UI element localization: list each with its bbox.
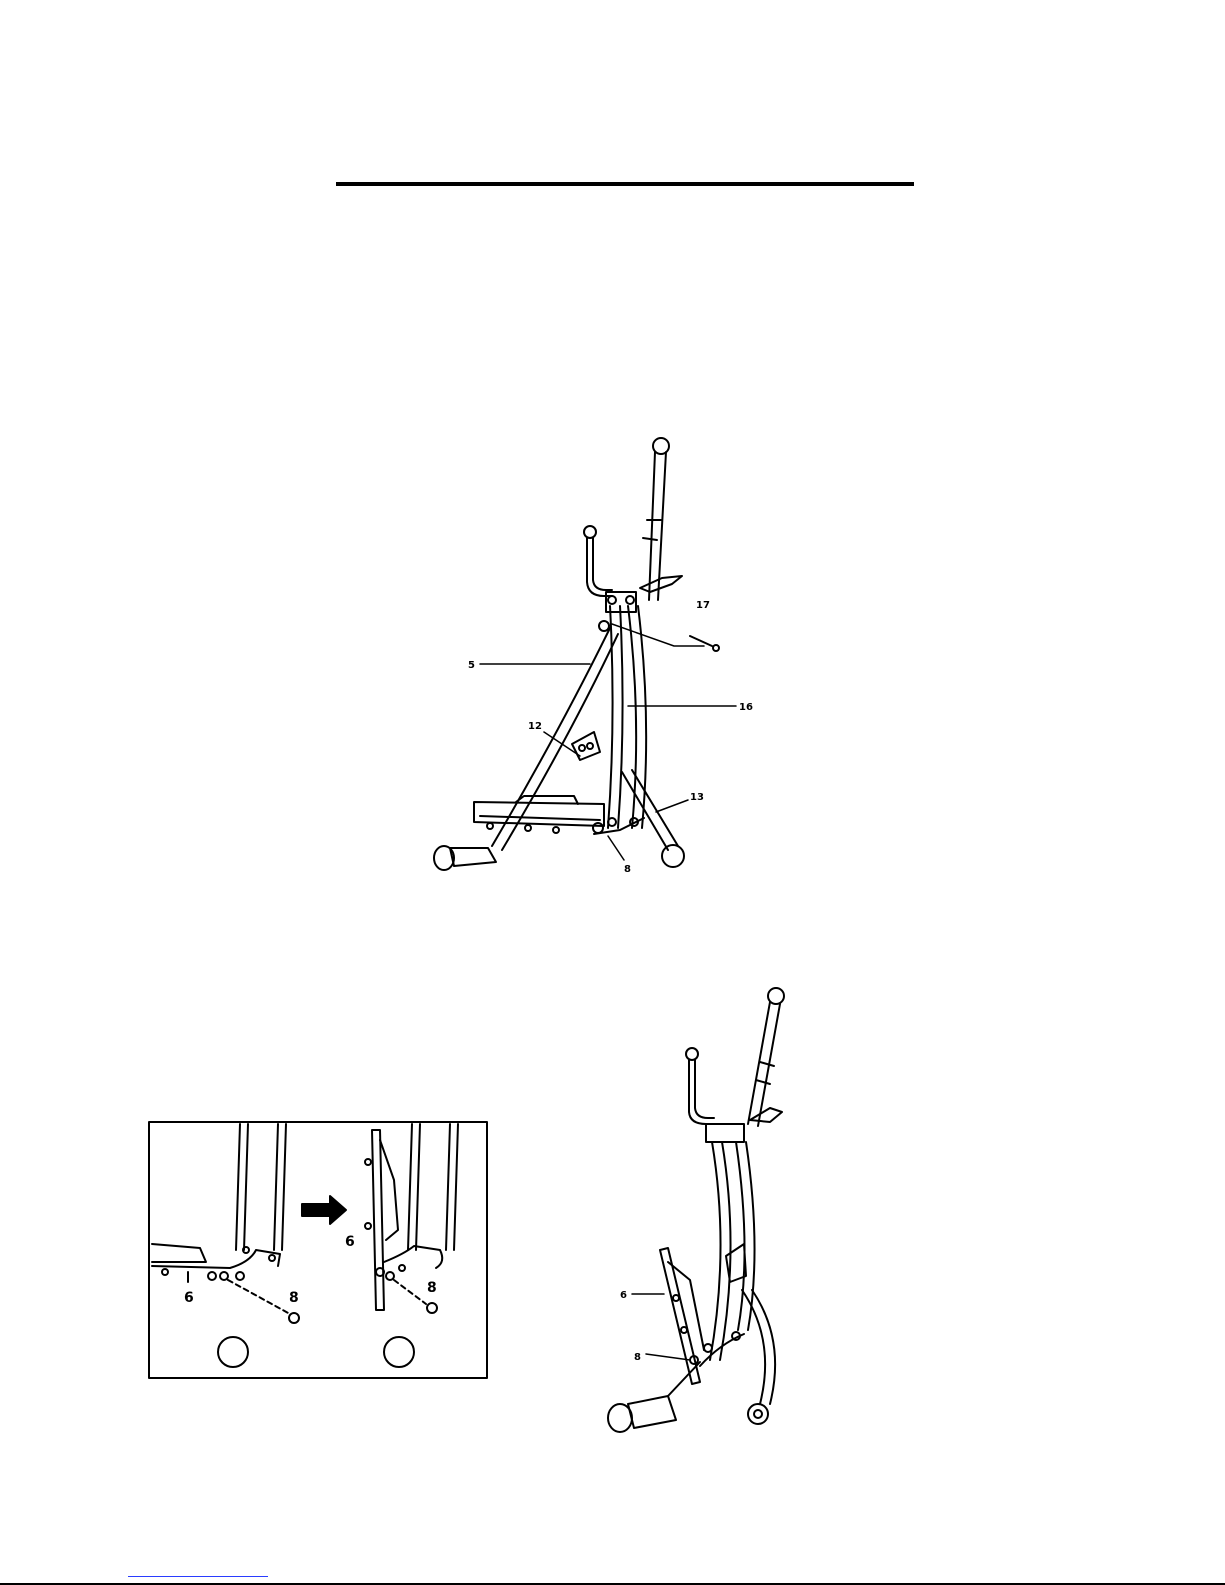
arrow-right-icon xyxy=(302,1196,346,1224)
callout-5: 5 xyxy=(468,660,475,671)
inset-callout-6-right: 6 xyxy=(345,1234,355,1250)
fig2-callout-8: 8 xyxy=(634,1352,641,1363)
inset-callout-8-right: 8 xyxy=(427,1280,437,1296)
fig2-callout-6: 6 xyxy=(620,1290,627,1301)
callout-16: 16 xyxy=(739,702,753,713)
callout-17: 17 xyxy=(696,600,710,611)
inset-right-detail xyxy=(365,1124,458,1367)
inset-callout-6-left: 6 xyxy=(184,1290,194,1306)
stepper-figure-2 xyxy=(608,988,784,1432)
footer-link-underline[interactable] xyxy=(128,1576,268,1577)
callout-13: 13 xyxy=(690,792,704,803)
inset-left-detail xyxy=(152,1124,299,1367)
inset-callout-8-left: 8 xyxy=(289,1290,299,1306)
callout-8: 8 xyxy=(624,864,631,875)
callout-12: 12 xyxy=(528,721,542,732)
